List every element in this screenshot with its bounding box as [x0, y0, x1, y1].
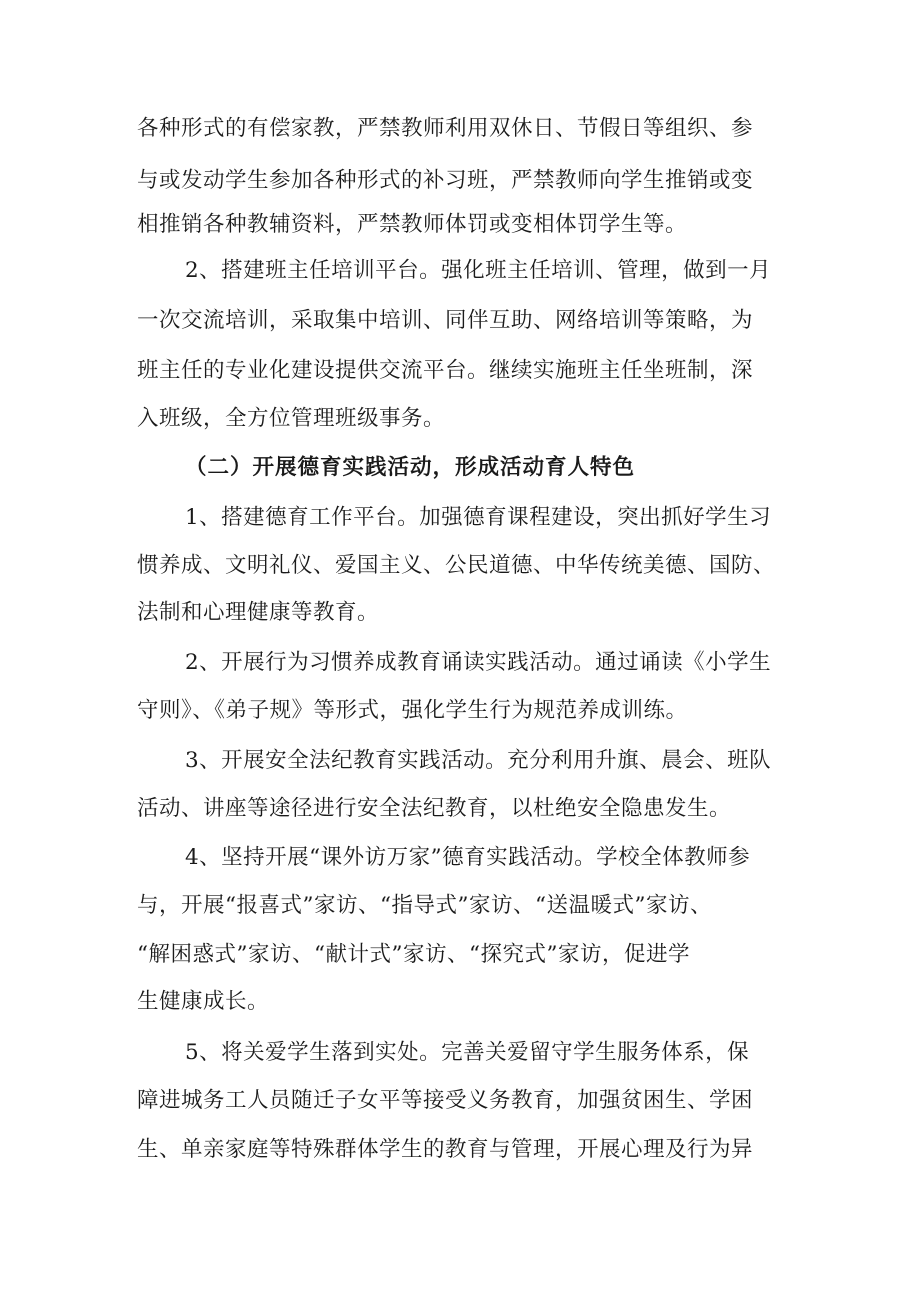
section-heading: （二）开展德育实践活动，形成活动育人特色	[185, 455, 636, 480]
text-line-9: 1、搭建德育工作平台。加强德育课程建设，突出抓好学生习	[185, 505, 772, 530]
text-line-2: 与或发动学生参加各种形式的补习班，严禁教师向学生推销或变	[137, 168, 754, 193]
text-line-4: 2、搭建班主任培训平台。强化班主任培训、管理，做到一月	[185, 258, 772, 283]
text-line-12: 2、开展行为习惯养成教育诵读实践活动。通过诵读《小学生	[185, 650, 772, 675]
text-line-21: 障进城务工人员随迁子女平等接受义务教育，加强贫困生、学困	[137, 1088, 754, 1113]
text-line-20: 5、将关爱学生落到实处。完善关爱留守学生服务体系，保	[185, 1040, 750, 1065]
text-line-1: 各种形式的有偿家教，严禁教师利用双休日、节假日等组织、参	[137, 116, 754, 141]
text-line-15: 活动、讲座等途径进行安全法纪教育，以杜绝安全隐患发生。	[137, 796, 732, 821]
text-line-6: 班主任的专业化建设提供交流平台。继续实施班主任坐班制，深	[137, 358, 754, 383]
text-line-19: 生健康成长。	[137, 989, 270, 1014]
text-line-18: “解困惑式”家访、“献计式”家访、“探究式”家访，促进学	[137, 942, 690, 967]
text-line-5: 一次交流培训，采取集中培训、同伴互助、网络培训等策略，为	[137, 308, 754, 333]
text-line-22: 生、单亲家庭等特殊群体学生的教育与管理，开展心理及行为异	[137, 1137, 754, 1162]
text-line-17: 与，开展“报喜式”家访、“指导式”家访、“送温暖式”家访、	[137, 893, 712, 918]
text-line-13: 守则》、《弟子规》等形式，强化学生行为规范养成训练。	[137, 698, 688, 723]
text-line-16: 4、坚持开展“课外访万家”德育实践活动。学校全体教师参	[185, 845, 751, 870]
text-line-11: 法制和心理健康等教育。	[137, 600, 380, 625]
text-line-7: 入班级，全方位管理班级事务。	[137, 406, 446, 431]
text-line-3: 相推销各种教辅资料，严禁教师体罚或变相体罚学生等。	[137, 212, 688, 237]
text-line-14: 3、开展安全法纪教育实践活动。充分利用升旗、晨会、班队	[185, 748, 772, 773]
text-line-10: 惯养成、文明礼仪、爱国主义、公民道德、中华传统美德、国防、	[137, 553, 776, 578]
